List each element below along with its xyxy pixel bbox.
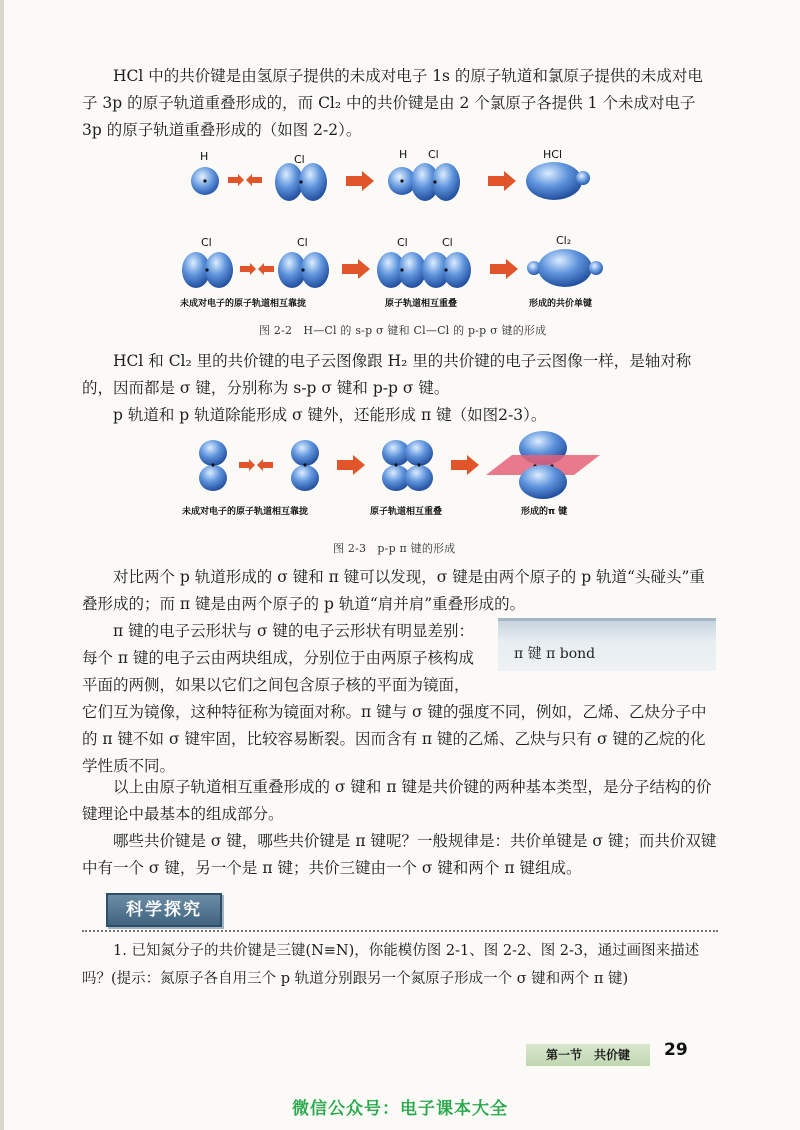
step-label-formed: 形成的共价单键 [529, 299, 593, 309]
glossary-box [498, 618, 716, 671]
step-label-approach: 未成对电子的原子轨道相互靠拢 [182, 507, 309, 517]
section-divider [82, 930, 718, 932]
paragraph-mirror-symmetry: 它们互为镜像，这种特征称为镜面对称。π 键与 σ 键的强度不同，例如，乙烯、乙炔分子中的 π 键不如 σ 键牢固，比较容易断裂。因而含有 π 键的乙烯、乙炔与只有 σ 键的乙烷的化学性质不同。 [82, 703, 707, 775]
label-cl: Cl [442, 236, 453, 249]
label-cl: Cl [397, 236, 408, 249]
label-h: H [200, 150, 209, 163]
label-cl2: Cl₂ [556, 234, 572, 247]
p-p-side-overlap [382, 440, 433, 491]
page-number: 29 [664, 1040, 688, 1060]
figure-2-2-caption: 图 2-2 H—Cl 的 s-p σ 键和 Cl—Cl 的 p-p σ 键的形成 [259, 324, 547, 337]
paragraph-pi-shape: π 键的电子云形状与 σ 键的电子云形状有明显差别：每个 π 键的电子云由两块组成，分别位于由两原子核构成平面的两侧，如果以它们之间包含原子核的平面为镜面， [82, 622, 475, 694]
label-cl: Cl [297, 236, 308, 249]
p-orbital-vertical [199, 440, 227, 491]
explore-badge: 科学探究 [106, 893, 222, 927]
footer-section-label: 第一节 共价键 [526, 1044, 650, 1066]
glossary-term: π 键 π bond [514, 646, 596, 662]
watermark-text: 微信公众号：电子课本大全 [292, 1099, 508, 1119]
p-orbital-vertical [291, 440, 319, 491]
approach-arrows [239, 459, 273, 471]
pi-bond [486, 431, 600, 499]
label-h: H [399, 148, 408, 161]
figure-2-3-caption: 图 2-3 p-p π 键的形成 [333, 542, 456, 555]
step-label-overlap: 原子轨道相互重叠 [385, 299, 458, 309]
paragraph-pi-intro: p 轨道和 p 轨道除能形成 σ 键外，还能形成 π 键（如图2-3）。 [113, 406, 547, 424]
arrow-right [337, 455, 365, 475]
paragraph-sigma-vs-pi: 对比两个 p 轨道形成的 σ 键和 π 键可以发现，σ 键是由两个原子的 p 轨道“头碰头”重叠形成的；而 π 键是由两个原子的 p 轨道“肩并肩”重叠形成的。 [82, 568, 705, 613]
paragraph-bond-rules: 哪些共价键是 σ 键，哪些共价键是 π 键呢？一般规律是：共价单键是 σ 键；而共价双键中有一个 σ 键，另一个是 π 键；共价三键由一个 σ 键和两个 π 键组成。 [82, 832, 717, 877]
step-label-overlap: 原子轨道相互重叠 [370, 507, 443, 517]
paragraph-bond-types: 以上由原子轨道相互重叠形成的 σ 键和 π 键是共价键的两种基本类型，是分子结构的价键理论中最基本的组成部分。 [82, 778, 712, 823]
arrow-right [451, 455, 479, 475]
label-cl: Cl [428, 148, 439, 161]
explore-question-1: 1. 已知氮分子的共价键是三键(N≡N)，你能模仿图 2-1、图 2-2、图 2-3，通过画图来描述吗？(提示：氮原子各自用三个 p 轨道分别跟另一个氮原子形成一个 σ 键和两个 π 键) [82, 943, 700, 987]
figure-2-3 [0, 0, 800, 560]
label-cl: Cl [294, 153, 305, 166]
label-cl: Cl [201, 236, 212, 249]
paragraph-hcl-cl2: HCl 中的共价键是由氢原子提供的未成对电子 1s 的原子轨道和氯原子提供的未成对电子 3p 的原子轨道重叠形成的，而 Cl₂ 中的共价键是由 2 个氯原子各提供 1 个未成对电子 3p 的原子轨道重叠形成的（如图 2-2）。 [82, 67, 703, 139]
paragraph-sigma-bonds: HCl 和 Cl₂ 里的共价键的电子云图像跟 H₂ 里的共价键的电子云图像一样，是轴对称的，因而都是 σ 键，分别称为 s-p σ 键和 p-p σ 键。 [82, 352, 692, 397]
step-label-formed: 形成的π 键 [521, 507, 568, 517]
step-label-approach: 未成对电子的原子轨道相互靠拢 [180, 299, 307, 309]
label-hcl: HCl [543, 148, 563, 161]
